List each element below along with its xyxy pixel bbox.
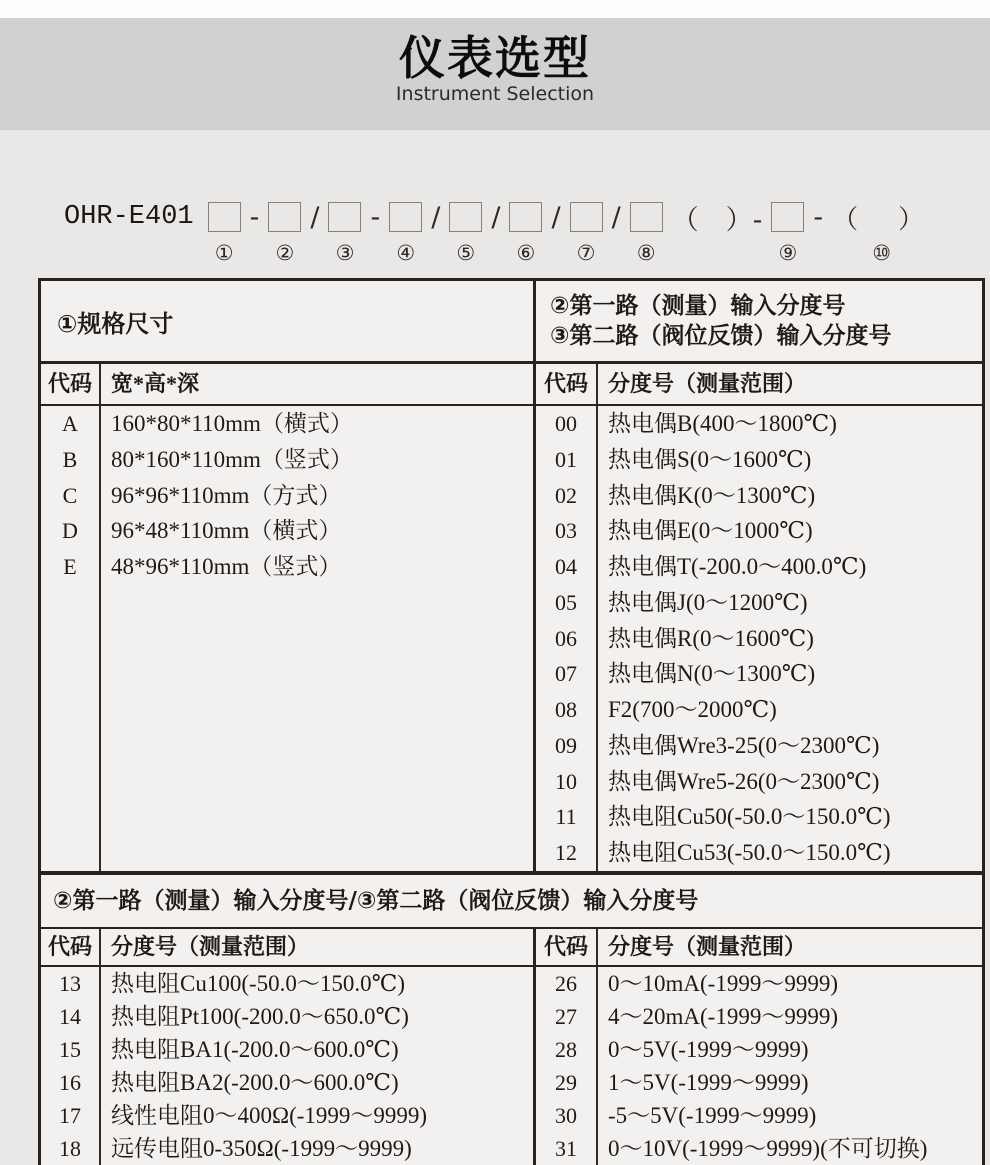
input-code-cell: 02 <box>555 482 577 508</box>
circled-number: ③ <box>335 241 355 265</box>
top-strip <box>0 0 990 18</box>
input-code-cell: 12 <box>555 840 577 866</box>
table1-subheader-row <box>41 364 982 406</box>
size-rows <box>41 406 536 871</box>
page-subtitle: Instrument Selection <box>395 83 595 105</box>
input-code-cell: 04 <box>555 554 577 580</box>
code-separator: / <box>491 201 501 233</box>
input-code-cell: 00 <box>555 411 577 436</box>
model-code-prefix: OHR-E401 <box>64 202 194 232</box>
input-desc-cell: 线性电阻0～400Ω(-1999～9999) <box>111 1103 428 1128</box>
code-separator: / <box>431 201 441 233</box>
code-separator: - <box>249 201 260 233</box>
code-column-label: 代码 <box>536 929 598 965</box>
input-code-cell: 15 <box>59 1037 81 1062</box>
input-code-cell: 01 <box>555 446 577 472</box>
size-code-cell: D <box>62 518 78 544</box>
code-separator: / <box>551 201 561 233</box>
input-code-cell: 30 <box>555 1103 577 1128</box>
input-code-cell: 05 <box>555 589 577 615</box>
input-desc-cell: 热电偶Wre3-25(0～2300℃) <box>608 732 880 758</box>
model-code-sequence <box>208 202 932 266</box>
input-desc-cell: F2(700～2000℃) <box>608 697 777 723</box>
size-column-label: 宽*高*深 <box>111 371 200 396</box>
table1-header-input-line2: ③第二路（阀位反馈）输入分度号 <box>550 323 892 349</box>
t2-left-desc-column <box>101 967 533 1165</box>
paren-slot: （ ） <box>832 204 932 235</box>
code-unit-8 <box>630 202 663 266</box>
input-desc-cell: 热电偶K(0～1300℃) <box>608 482 816 508</box>
table1-header-input <box>536 281 982 361</box>
size-code-cell: E <box>63 554 77 580</box>
model-code-line <box>0 202 990 266</box>
t2-right-desc-column <box>598 967 982 1165</box>
size-desc-column <box>101 406 533 871</box>
size-code-cell: B <box>62 446 78 472</box>
circled-number: ① <box>214 241 234 265</box>
input-desc-cell: 0～5V(-1999～9999) <box>608 1037 809 1062</box>
input-code-cell: 28 <box>555 1037 577 1062</box>
code-unit-2 <box>268 202 301 266</box>
input-desc-cell: 0～10V(-1999～9999)(不可切换) <box>608 1136 928 1161</box>
input-desc-cell: 热电偶E(0～1000℃) <box>608 518 813 544</box>
input-desc-cell: 热电偶R(0～1600℃) <box>608 625 814 651</box>
code-box <box>509 202 542 232</box>
range-column-label: 分度号（测量范围） <box>111 934 310 959</box>
code-separator: / <box>310 201 320 233</box>
code-separator: - <box>370 201 381 233</box>
code-unit-5 <box>449 202 482 266</box>
input-desc-cell: 热电偶B(400～1800℃) <box>608 411 837 436</box>
size-desc-cell: 80*160*110mm（竖式） <box>111 446 353 472</box>
input-code-column <box>536 406 598 871</box>
size-code-column <box>41 406 101 871</box>
circled-number: ⑨ <box>778 241 798 265</box>
section2-header: ②第一路（测量）输入分度号/③第二路（阀位反馈）输入分度号 <box>41 875 982 929</box>
code-separator: / <box>611 201 621 233</box>
code-box <box>208 202 241 232</box>
input-desc-cell: 热电阻Cu53(-50.0～150.0℃) <box>608 840 891 866</box>
code-box <box>771 202 804 232</box>
title-banner <box>0 18 990 130</box>
input-rows <box>536 406 982 871</box>
page-title: 仪表选型 <box>399 31 591 85</box>
selection-table <box>38 278 985 1165</box>
input-desc-cell: 远传电阻0-350Ω(-1999～9999) <box>111 1136 412 1161</box>
size-desc-cell: 48*96*110mm（竖式） <box>111 554 342 580</box>
input-desc-cell: 热电偶Wre5-26(0～2300℃) <box>608 768 880 794</box>
circled-number: ⑥ <box>516 241 536 265</box>
code-box <box>328 202 361 232</box>
input-desc-cell: 热电偶T(-200.0～400.0℃) <box>608 554 867 580</box>
code-unit-4 <box>389 202 422 266</box>
code-column-label: 代码 <box>41 364 101 404</box>
code-column-label: 代码 <box>536 364 598 404</box>
table2-right-rows <box>536 967 982 1165</box>
code-box <box>570 202 603 232</box>
size-desc-cell: 160*80*110mm（横式） <box>111 411 353 436</box>
input-code-cell: 31 <box>555 1136 577 1161</box>
t2-left-code-column <box>41 967 101 1165</box>
range-column-label: 分度号（测量范围） <box>608 934 807 959</box>
input-code-cell: 09 <box>555 732 577 758</box>
range-column-label: 分度号（测量范围） <box>608 371 807 396</box>
input-desc-cell: 1～5V(-1999～9999) <box>608 1070 809 1095</box>
input-code-cell: 06 <box>555 625 577 651</box>
circled-number: ② <box>275 241 295 265</box>
code-box <box>268 202 301 232</box>
input-desc-cell: 热电偶N(0～1300℃) <box>608 661 816 687</box>
input-code-cell: 18 <box>59 1136 81 1161</box>
code-box <box>449 202 482 232</box>
table1-subheader-right <box>536 364 982 404</box>
input-desc-cell: 热电阻Cu100(-50.0～150.0℃) <box>111 971 406 996</box>
input-code-cell: 03 <box>555 518 577 544</box>
table1-header-row <box>41 281 982 364</box>
table2-subheader-left <box>41 929 536 965</box>
table2-left-rows <box>41 967 536 1165</box>
input-desc-cell: 热电偶J(0～1200℃) <box>608 589 808 615</box>
input-code-cell: 17 <box>59 1103 81 1128</box>
size-code-cell: C <box>62 482 78 508</box>
code-separator: - <box>813 201 824 233</box>
input-code-cell: 08 <box>555 697 577 723</box>
code-unit-7 <box>570 202 603 266</box>
code-separator: （ ）- <box>671 204 763 236</box>
code-unit-3 <box>328 202 361 266</box>
input-code-cell: 27 <box>555 1004 577 1029</box>
circled-number: ④ <box>396 241 416 265</box>
code-box <box>630 202 663 232</box>
table2-subheader-row <box>41 929 982 967</box>
input-desc-cell: 4～20mA(-1999～9999) <box>608 1004 838 1029</box>
input-desc-cell: 热电阻Cu50(-50.0～150.0℃) <box>608 804 891 830</box>
code-box <box>389 202 422 232</box>
input-desc-cell: 热电阻BA2(-200.0～600.0℃) <box>111 1070 399 1095</box>
input-desc-cell: 热电阻BA1(-200.0～600.0℃) <box>111 1037 399 1062</box>
circled-number: ⑦ <box>576 241 596 265</box>
code-column-label: 代码 <box>41 929 101 965</box>
table2-body <box>41 967 982 1165</box>
input-desc-cell: -5～5V(-1999～9999) <box>608 1103 817 1128</box>
size-code-cell: A <box>62 411 78 436</box>
input-code-cell: 26 <box>555 971 577 996</box>
input-desc-column <box>598 406 982 871</box>
circled-number: ⑩ <box>872 241 892 265</box>
table1-body <box>41 406 982 875</box>
table2-subheader-right <box>536 929 982 965</box>
input-code-cell: 11 <box>555 804 577 830</box>
code-unit-1 <box>208 202 241 266</box>
input-desc-cell: 0～10mA(-1999～9999) <box>608 971 838 996</box>
input-desc-cell: 热电偶S(0～1600℃) <box>608 446 812 472</box>
input-code-cell: 10 <box>555 768 577 794</box>
table1-header-size: ①规格尺寸 <box>41 281 536 361</box>
t2-right-code-column <box>536 967 598 1165</box>
table1-subheader-left <box>41 364 536 404</box>
code-unit-10 <box>832 202 931 266</box>
code-unit-9 <box>771 202 804 266</box>
circled-number: ⑤ <box>456 241 476 265</box>
circled-number: ⑧ <box>636 241 656 265</box>
size-desc-cell: 96*96*110mm（方式） <box>111 482 342 508</box>
size-desc-cell: 96*48*110mm（横式） <box>111 518 342 544</box>
input-code-cell: 07 <box>555 661 577 687</box>
code-unit-6 <box>509 202 542 266</box>
input-code-cell: 13 <box>59 971 81 996</box>
input-desc-cell: 热电阻Pt100(-200.0～650.0℃) <box>111 1004 409 1029</box>
input-code-cell: 14 <box>59 1004 81 1029</box>
input-code-cell: 29 <box>555 1070 577 1095</box>
table1-header-input-line1: ②第一路（测量）输入分度号 <box>550 293 846 319</box>
input-code-cell: 16 <box>59 1070 81 1095</box>
